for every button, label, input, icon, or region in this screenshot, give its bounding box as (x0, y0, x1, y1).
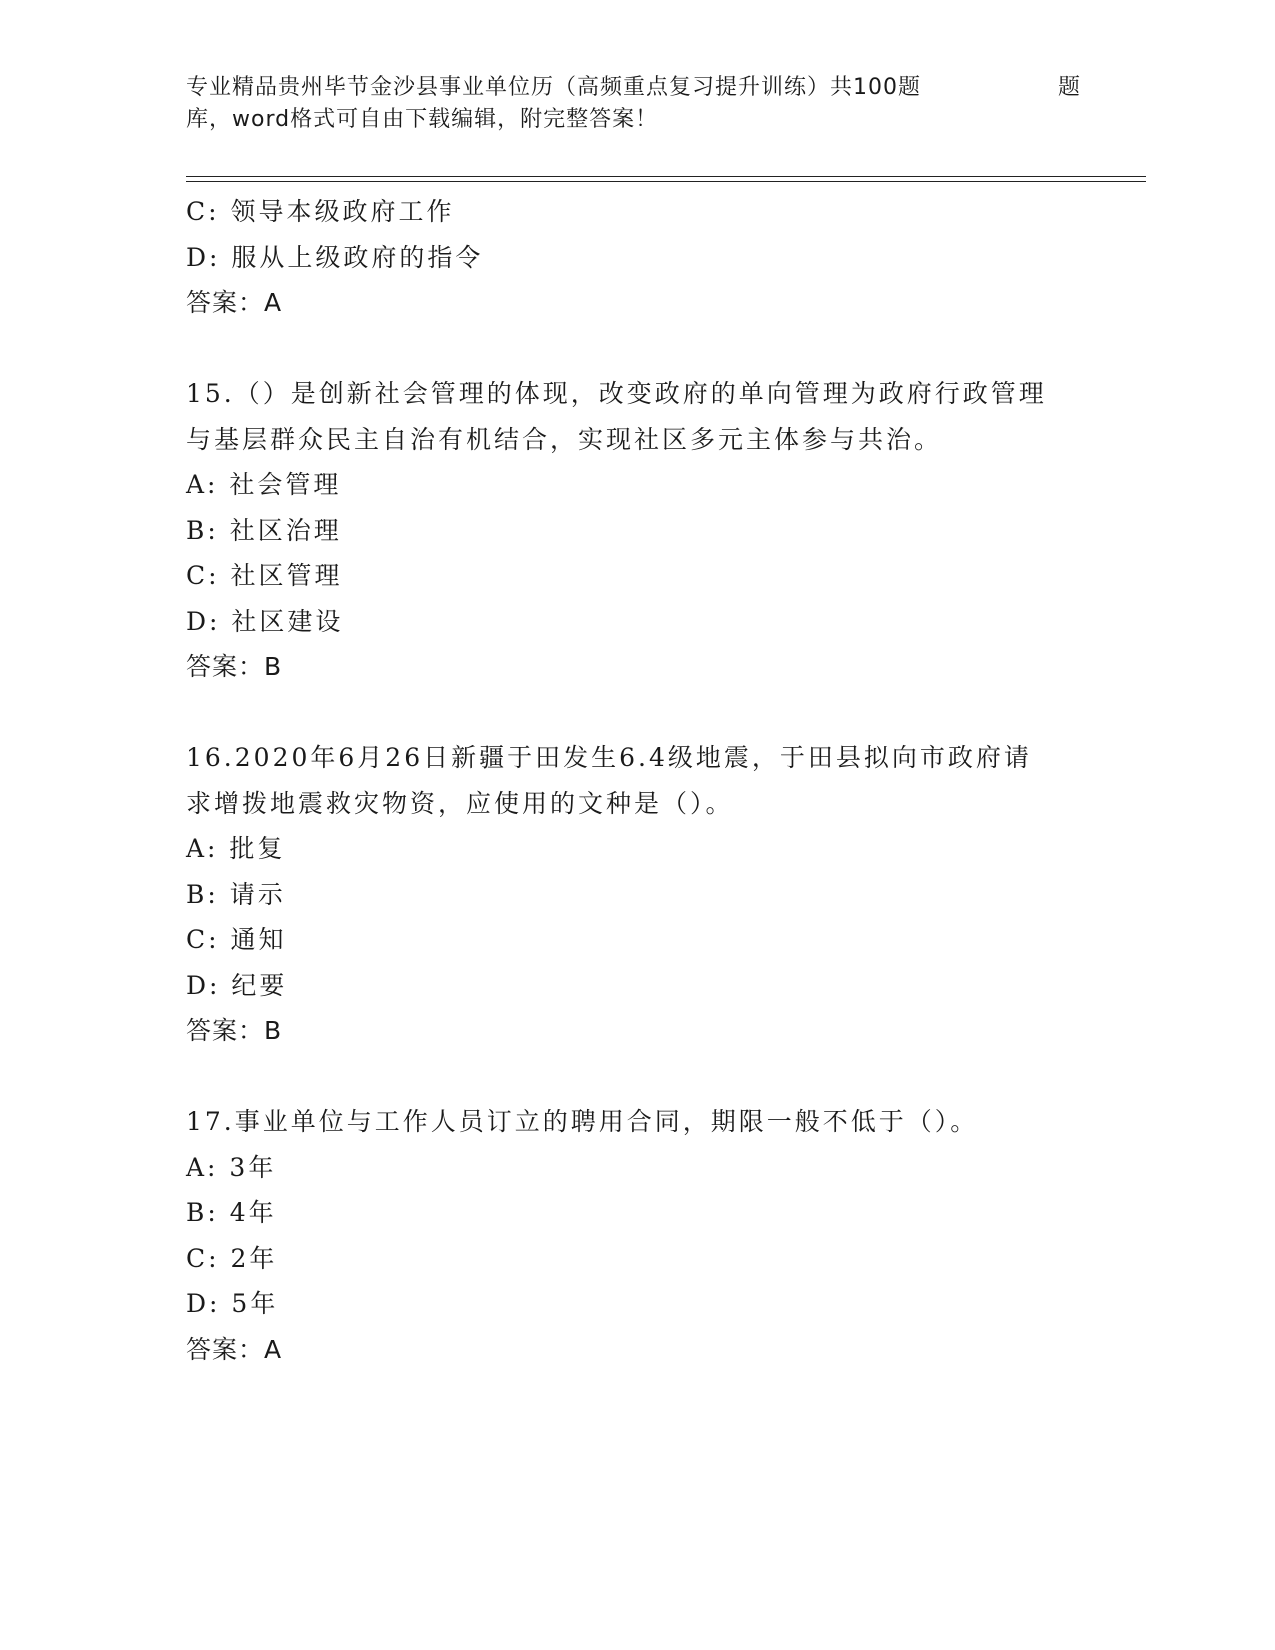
question-stem-line: 15.（）是创新社会管理的体现，改变政府的单向管理为政府行政管理 (186, 379, 1047, 408)
header-title-line-1: 专业精品贵州毕节金沙县事业单位历（高频重点复习提升训练）共100题 (186, 75, 921, 100)
option-d: D: 纪要 (186, 970, 288, 1000)
option-b: B: 4年 (186, 1198, 277, 1227)
answer-line: 答案：B (186, 1016, 283, 1045)
option-c: C: 领导本级政府工作 (186, 197, 455, 226)
option-c: C: 2年 (186, 1243, 278, 1273)
option-a: A: 3年 (186, 1152, 277, 1182)
page-header (186, 72, 1086, 136)
question-stem-line: 16.2020年6月26日新疆于田发生6.4级地震，于田县拟向市政府请 (186, 743, 1032, 772)
question-stem-line: 17.事业单位与工作人员订立的聘用合同，期限一般不低于（）。 (186, 1107, 979, 1136)
question-stem-line: 与基层群众民主自治有机结合，实现社区多元主体参与共治。 (186, 424, 943, 454)
option-b: B: 请示 (186, 879, 286, 909)
option-a: A: 批复 (186, 834, 286, 863)
option-d: D: 社区建设 (186, 606, 344, 636)
question-15 (186, 371, 1086, 690)
answer-line: 答案：A (186, 288, 283, 317)
question-stem-line: 求增拨地震救灾物资，应使用的文种是（）。 (186, 788, 734, 818)
option-c: C: 社区管理 (186, 561, 343, 590)
answer-line: 答案：B (186, 652, 283, 681)
header-divider-top (186, 176, 1146, 177)
answer-line: 答案：A (186, 1334, 283, 1364)
header-divider-bottom (186, 181, 1146, 182)
question-content (186, 189, 1086, 1372)
spacer (186, 1054, 1086, 1100)
option-d: D: 服从上级政府的指令 (186, 242, 484, 272)
header-title-tail: 题 (1058, 75, 1082, 100)
spacer (186, 690, 1086, 736)
option-d: D: 5年 (186, 1289, 279, 1318)
option-a: A: 社会管理 (186, 470, 342, 499)
question-16 (186, 735, 1086, 1054)
question-17 (186, 1099, 1086, 1372)
prev-question-block (186, 189, 1086, 326)
header-title-line-2: 库，word格式可自由下载编辑，附完整答案！ (186, 107, 659, 132)
option-c: C: 通知 (186, 925, 287, 954)
spacer (186, 326, 1086, 372)
option-b: B: 社区治理 (186, 515, 342, 545)
